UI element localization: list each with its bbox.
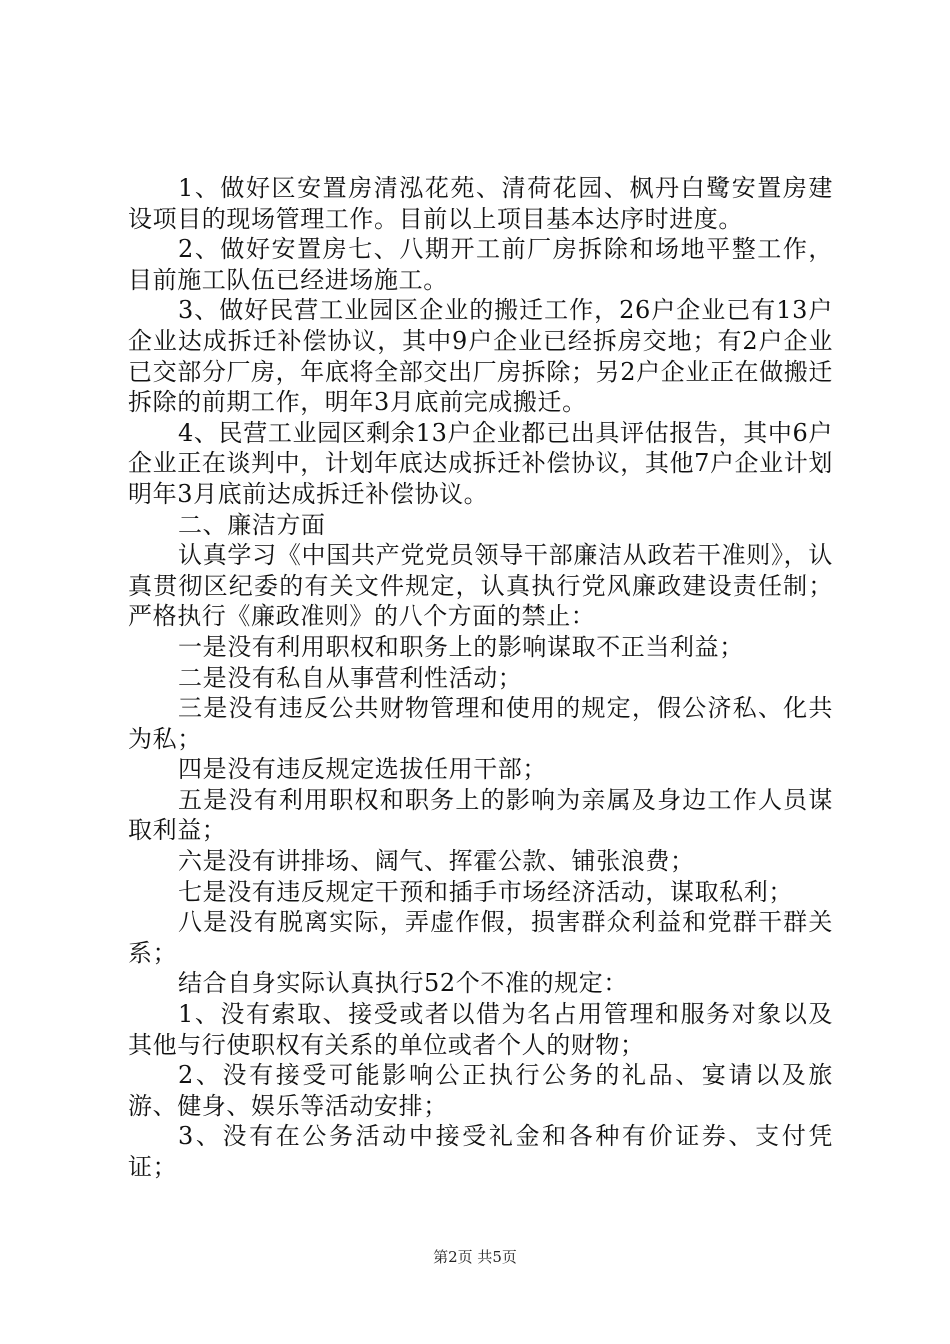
paragraph-10: 四是没有违反规定选拔任用干部；: [178, 755, 547, 784]
paragraph-13: 七是没有违反规定干预和插手市场经济活动，谋取私利；: [178, 877, 793, 906]
paragraph-12: 六是没有讲排场、阔气、挥霍公款、铺张浪费；: [178, 847, 695, 876]
paragraph-3: 3、做好民营工业园区企业的搬迁工作，26户企业已有13户企业达成拆迁补偿协议，其中9户企业已经拆房交地；有2户企业已交部分厂房，年底将全部交出厂房拆除；另2户企业正在做搬迁拆除的前期工作，明年3月底前完成搬迁。: [128, 296, 833, 417]
page-footer: 第2页 共5页: [433, 1248, 517, 1266]
paragraph-2: 2、做好安置房七、八期开工前厂房拆除和场地平整工作，目前施工队伍已经进场施工。: [128, 235, 833, 294]
paragraph-18: 3、没有在公务活动中接受礼金和各种有价证券、支付凭证；: [128, 1122, 833, 1181]
paragraph-7: 一是没有利用职权和职务上的影响谋取不正当利益；: [178, 632, 744, 661]
paragraph-16: 1、没有索取、接受或者以借为名占用管理和服务对象以及其他与行使职权有关系的单位或者个人的财物；: [128, 1000, 833, 1059]
paragraph-14: 八是没有脱离实际，弄虚作假，损害群众利益和党群干群关系；: [128, 908, 833, 967]
paragraph-17: 2、没有接受可能影响公正执行公务的礼品、宴请以及旅游、健身、娱乐等活动安排；: [128, 1061, 833, 1120]
paragraph-9: 三是没有违反公共财物管理和使用的规定，假公济私、化共为私；: [128, 694, 833, 753]
section-heading: 二、廉洁方面: [178, 510, 326, 539]
paragraph-8: 二是没有私自从事营利性活动；: [178, 663, 523, 692]
paragraph-6: 认真学习《中国共产党党员领导干部廉洁从政若干准则》，认真贯彻区纪委的有关文件规定，认真执行党风廉政建设责任制；严格执行《廉政准则》的八个方面的禁止：: [128, 541, 833, 631]
paragraph-1: 1、做好区安置房清泓花苑、清荷花园、枫丹白鹭安置房建设项目的现场管理工作。目前以上项目基本达序时进度。: [128, 174, 833, 233]
document-body: [128, 173, 833, 1183]
paragraph-11: 五是没有利用职权和职务上的影响为亲属及身边工作人员谋取利益；: [128, 785, 833, 845]
paragraph-15: 结合自身实际认真执行52个不准的规定：: [178, 969, 628, 998]
paragraph-4: 4、民营工业园区剩余13户企业都已出具评估报告，其中6户企业正在谈判中，计划年底达成拆迁补偿协议，其他7户企业计划明年3月底前达成拆迁补偿协议。: [128, 418, 833, 508]
